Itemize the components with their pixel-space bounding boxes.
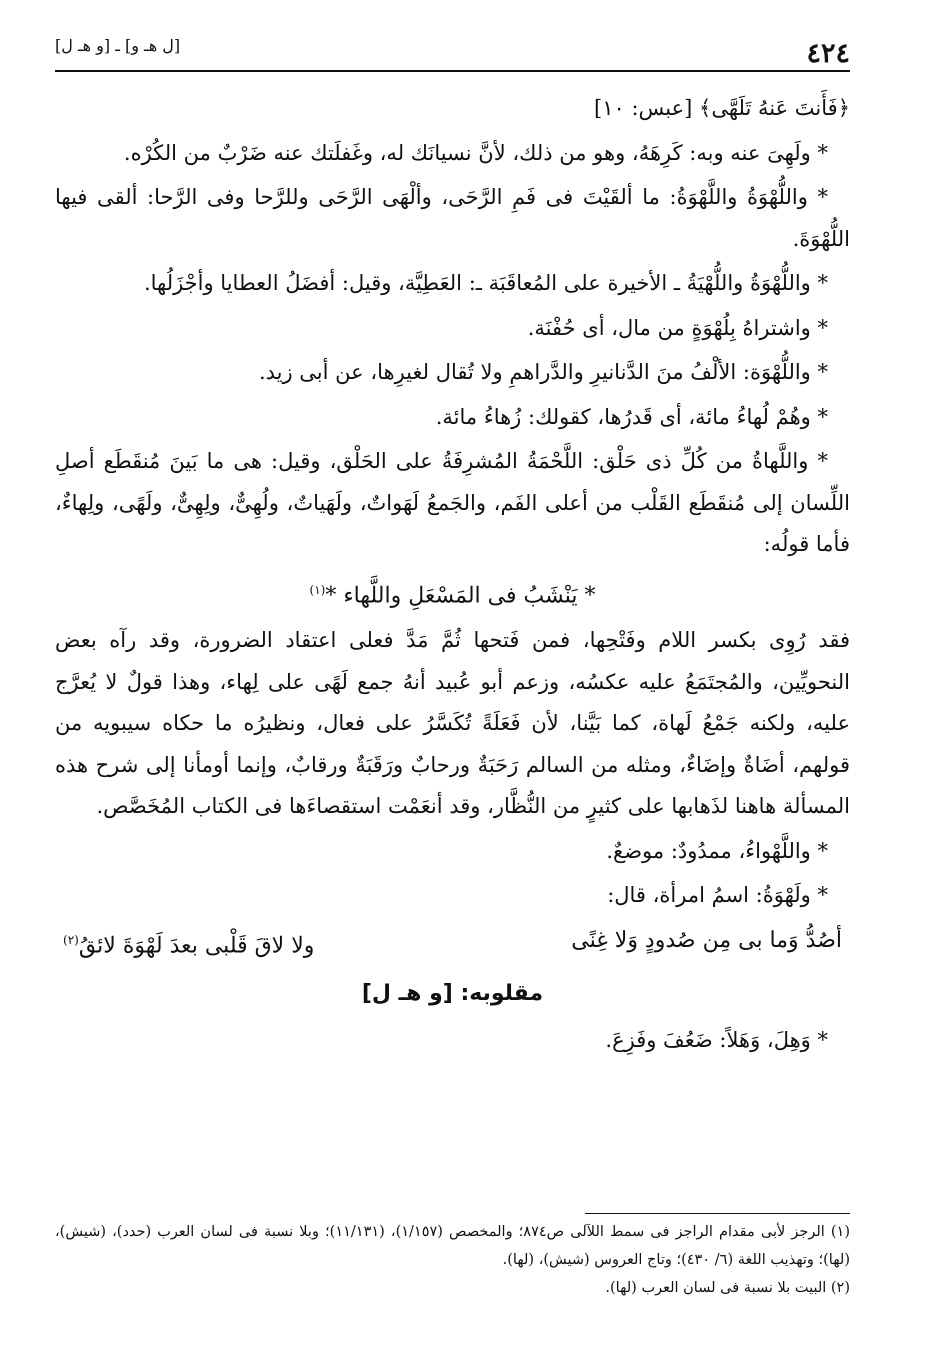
header-divider xyxy=(55,70,850,72)
poem-verse xyxy=(55,920,850,967)
footnote-marker: (١) xyxy=(309,582,326,597)
header-root-labels: [ل هـ و] ـ [و هـ ل] xyxy=(55,36,181,55)
commentary-paragraph: فقد رُوِى بكسر اللام وفَتْحِها، فمن فَتحها ثُمَّ مَدَّ فعلى اعتقاد الضرورة، وقد رآه بعض النحويِّين، والمُجتَمَعُ عليه عكسُه، وزعم أبو عُبيد أنهُ جمع لَهًى على لِهاء، وهذا قولٌ لا يُعرَّج عليه، ولكنه جَمْعُ لَهاة، كما بَيَّنا، لأن فَعَلَةً تُكَسَّرُ على فعال، ونظيرُه ما حكاه سيبويه من قولهم، أضَاةٌ وإضَاءٌ، ومثله من السالم رَحَبَةٌ ورحابٌ ورَقَبَةٌ ورقابٌ، وإنما أومأنا إلى شرح هذه المسألة هاهنا لذَهابها على كثيرٍ من النُّظَّار، وقد أنعَمْت استقصاءَها فى الكتاب المُخَصَّص. xyxy=(55,628,850,819)
first-hemistich: أصُدُّ وَما بى مِن صُدودٍ وَلا غِنًى xyxy=(571,927,842,953)
footnote-1: (١) الرجز لأبى مقدام الراجز فى سمط اللآلى ص٨٧٤؛ والمخصص (١/١٥٧)، (١١/١٣١)؛ وبلا نسبة فى لسان العرب (حدد)، (شيش)، (لها)؛ وتهذيب اللغة (٦/ ٤٣٠)؛ وتاج العروس (شيش)، (لها). xyxy=(55,1224,850,1268)
running-head xyxy=(55,30,850,70)
entry-lahiya: * ولَهِىَ عنه وبه: كَرِهَهُ، وهو من ذلك، لأنَّ نسيانَك له، وغَفلَتك عنه ضَرْبٌ من الكُرْه. xyxy=(123,140,828,165)
entry-luhwa-atiyya: * واللُّهْوَةُ واللُّهْيَةُ ـ الأخيرة على المُعاقَبَة ـ: العَطِيَّة، وقيل: أفضَلُ العطايا وأجْزَلُها. xyxy=(143,271,828,295)
quran-quote: ﴿فَأَنتَ عَنهُ تَلَهَّى﴾ [عبس: ١٠] xyxy=(594,96,850,120)
section-heading: مقلوبه: [و هـ ل] xyxy=(361,980,544,1006)
entry-luhwa-rahha: * واللُّهْوَةُ واللَّهْوَةُ: ما ألقَيْتَ فى فَمِ الرَّحَى، وألْهَى الرَّحَى وللرَّحا وفى الرَّحا: ألقى فيها اللُّهْوَةَ. xyxy=(55,185,850,251)
footnote-marker: (٢) xyxy=(63,932,79,947)
footnote-divider xyxy=(585,1213,850,1214)
entry-luha: * وهُمْ لُهاءُ مائة، أى قَدرُها، كقولك: زُهاءُ مائة. xyxy=(435,404,828,429)
footnotes xyxy=(55,1218,850,1302)
entry-luhwa-alf: * واللُّهْوَة: الألْفُ منَ الدَّنانيرِ والدَّراهمِ ولا تُقال لغيرِها، عن أبى زيد. xyxy=(258,360,828,384)
page-number: ٤٢٤ xyxy=(806,38,850,69)
second-hemistich: ولا لاقَ قَلْبى بعدَ لَهْوَةَ لائقُ xyxy=(78,933,315,959)
entry-wahila: * وَهِلَ، وَهَلاً: ضَعُفَ وفَزِعَ. xyxy=(605,1028,828,1053)
second-hemistich-wrap xyxy=(63,920,314,967)
main-text xyxy=(55,88,850,1065)
entry-lahwa-name: * ولَهْوَةُ: اسمُ امرأة، قال: xyxy=(607,883,828,908)
entry-ishtarahu: * واشتراهُ بِلُهْوَةٍ من مال، أى حُفْنَة. xyxy=(527,315,828,340)
entry-lahat: * واللَّهاةُ من كُلِّ ذى حَلْق: اللَّحْمَةُ المُشرِفَةُ على الحَلْق، وقيل: هى ما بَينَ مُنقَطَع أصلِ اللِّسان إلى مُنقَطَع القَلْب من أعلى الفَم، والجَمعُ لَهَواتٌ، ولَهَياتٌ، ولُهِىٌّ، ولِهِىٌّ، ولَهًى، ولِهاءٌ، فأما قولُه: xyxy=(55,449,850,556)
verse-quote xyxy=(55,570,850,617)
footnote-2: (٢) البيت بلا نسبة فى لسان العرب (لها). xyxy=(605,1280,850,1296)
verse-text: * يَنْشَبُ فى المَسْعَلِ واللَّهاء * xyxy=(325,582,596,608)
entry-lahwa-place: * واللَّهْواءُ، ممدُودٌ: موضعٌ. xyxy=(606,838,828,863)
